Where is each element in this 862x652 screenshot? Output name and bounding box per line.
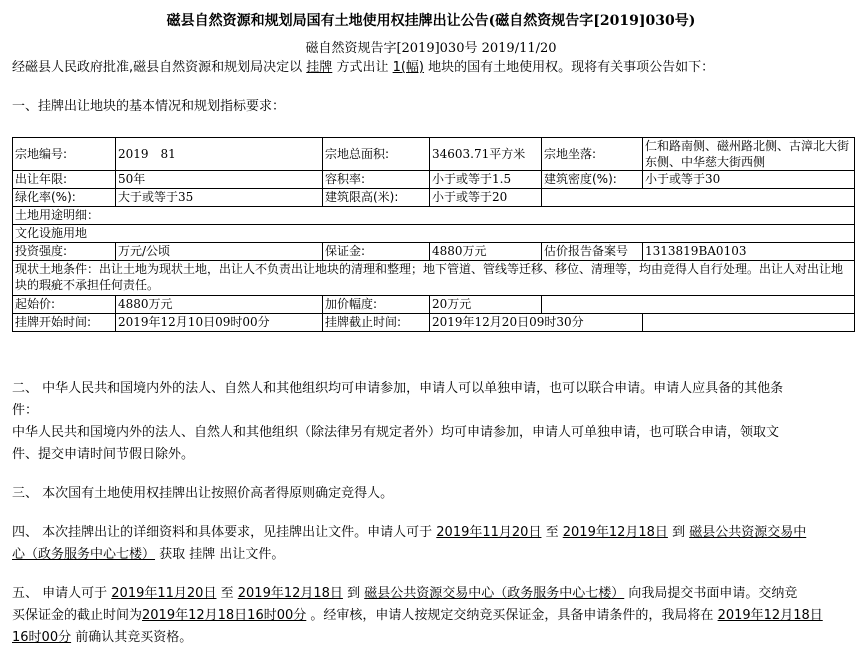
- value-listing-start: 2019年12月10日09时00分: [116, 314, 323, 332]
- label-increment: 加价幅度:: [323, 296, 430, 314]
- table-row: [13, 225, 855, 243]
- qualification-time: 16时00分: [12, 630, 72, 645]
- label-term: 出让年限:: [13, 171, 116, 189]
- section-2: [12, 378, 854, 466]
- value-deposit: 4880万元: [430, 243, 542, 261]
- deposit-deadline: 2019年12月18日16时00分: [142, 608, 307, 623]
- trading-center-name: 磁县公共资源交易中心（政务服务中心七楼）: [364, 586, 625, 601]
- table-row: [13, 207, 855, 225]
- section-3: 三、 本次国有土地使用权挂牌出让按照价高者得原则确定竞得人。: [12, 486, 394, 501]
- value-starting-price: 4880万元: [116, 296, 323, 314]
- section-5-text-mid: 向我局提交书面申请。交纳竞: [628, 586, 798, 601]
- value-parcel-no: 2019 81: [116, 138, 323, 171]
- value-plot-ratio: 小于或等于1.5: [430, 171, 542, 189]
- label-plot-ratio: 容积率:: [323, 171, 430, 189]
- section-4-text-end: 获取 挂牌 出让文件。: [159, 547, 285, 562]
- value-location: 仁和路南侧、磁州路北侧、古漳北大街东侧、中华慈大街西侧: [643, 138, 855, 171]
- at-text: 到: [672, 525, 686, 540]
- section-5-text: 五、 申请人可于: [12, 586, 108, 601]
- transfer-method: 挂牌: [306, 60, 333, 75]
- section-4-line: [12, 522, 854, 544]
- value-green-rate: 大于或等于35: [116, 189, 323, 207]
- table-row: [13, 171, 855, 189]
- intro-text-mid: 方式出让: [336, 60, 389, 75]
- section-2-line: 件、提交申请时间节假日除外。: [12, 447, 195, 462]
- label-listing-end: 挂牌截止时间:: [323, 314, 430, 332]
- at-text: 到: [347, 586, 361, 601]
- submit-end-date: 2019年12月18日: [237, 586, 343, 601]
- section-2-line: 二、 中华人民共和国境内外的法人、自然人和其他组织均可申请参加，申请人可以单独申请，也可以联合申请。申请人应具备的其他条: [12, 381, 784, 396]
- empty-cell: [542, 189, 855, 207]
- label-location: 宗地坐落:: [542, 138, 643, 171]
- trading-center-name: 磁县公共资源交易中: [689, 525, 807, 540]
- section-2-line: 件：: [12, 403, 39, 418]
- label-listing-start: 挂牌开始时间:: [13, 314, 116, 332]
- section-1-heading: 一、挂牌出让地块的基本情况和规划指标要求：: [12, 99, 286, 114]
- page-title: 磁县自然资源和规划局国有土地使用权挂牌出让公告(磁自然资规告字[2019]030号): [166, 13, 696, 29]
- land-condition-note: 现状土地条件：出让土地为现状土地，出让人不负责出让地块的清理和整理；地下管道、管线等迁移、移位、清理等，均由竞得人自行处理。出让人对出让地块的瑕疵不承担任何责任。: [13, 261, 855, 296]
- trading-center-name-cont: 心（政务服务中心七楼）: [12, 547, 156, 562]
- table-row: [13, 261, 855, 296]
- value-building-density: 小于或等于30: [643, 171, 855, 189]
- apply-start-date: 2019年11月20日: [436, 525, 542, 540]
- qualification-date: 2019年12月18日: [717, 608, 823, 623]
- table-row: [13, 296, 855, 314]
- intro-text-end: 地块的国有土地使用权。现将有关事项公告如下：: [428, 60, 715, 75]
- intro-paragraph: [12, 57, 854, 79]
- label-green-rate: 绿化率(%):: [13, 189, 116, 207]
- section-4: [12, 522, 854, 566]
- section-5-line: [12, 627, 854, 649]
- submit-start-date: 2019年11月20日: [111, 586, 217, 601]
- value-total-area: 34603.71平方米: [430, 138, 542, 171]
- table-row: [13, 138, 855, 171]
- label-height-limit: 建筑限高(米):: [323, 189, 430, 207]
- parcel-info-table: [12, 137, 855, 332]
- parcel-count: 1(幅): [392, 60, 425, 75]
- value-height-limit: 小于或等于20: [430, 189, 542, 207]
- intro-text: 经磁县人民政府批准,磁县自然资源和规划局决定以: [12, 60, 303, 75]
- section-4-text: 四、 本次挂牌出让的详细资料和具体要求，见挂牌出让文件。申请人可于: [12, 525, 433, 540]
- value-listing-end: 2019年12月20日09时30分: [430, 314, 643, 332]
- section-5-line: [12, 605, 854, 627]
- section-5-text-end: 前确认其竞买资格。: [75, 630, 193, 645]
- section-4-line: [12, 544, 854, 566]
- table-row: [13, 243, 855, 261]
- label-appraisal-no: 估价报告备案号: [542, 243, 643, 261]
- label-investment-intensity: 投资强度:: [13, 243, 116, 261]
- label-parcel-no: 宗地编号:: [13, 138, 116, 171]
- to-text: 至: [545, 525, 559, 540]
- section-5: [12, 583, 854, 649]
- value-investment-intensity: 万元/公顷: [116, 243, 323, 261]
- label-total-area: 宗地总面积:: [323, 138, 430, 171]
- table-row: [13, 189, 855, 207]
- label-land-use: 土地用途明细：: [13, 207, 855, 225]
- empty-cell: [643, 314, 855, 332]
- label-deposit: 保证金:: [323, 243, 430, 261]
- apply-end-date: 2019年12月18日: [562, 525, 668, 540]
- section-5-text: 买保证金的截止时间为: [12, 608, 143, 623]
- label-building-density: 建筑密度(%):: [542, 171, 643, 189]
- value-increment: 20万元: [430, 296, 542, 314]
- value-land-use: 文化设施用地: [13, 225, 855, 243]
- section-5-text: 。经审核，申请人按规定交纳竞买保证金，具备申请条件的，我局将在: [310, 608, 714, 623]
- document-number: 磁自然资规告字[2019]030号 2019/11/20: [305, 41, 557, 56]
- table-row: [13, 314, 855, 332]
- section-5-line: [12, 583, 854, 605]
- value-appraisal-no: 1313819BA0103: [643, 243, 855, 261]
- label-starting-price: 起始价:: [13, 296, 116, 314]
- empty-cell: [542, 296, 855, 314]
- section-2-line: 中华人民共和国境内外的法人、自然人和其他组织（除法律另有规定者外）均可申请参加，申请人可单独申请，也可联合申请，领取文: [12, 425, 780, 440]
- value-term: 50年: [116, 171, 323, 189]
- to-text: 至: [220, 586, 234, 601]
